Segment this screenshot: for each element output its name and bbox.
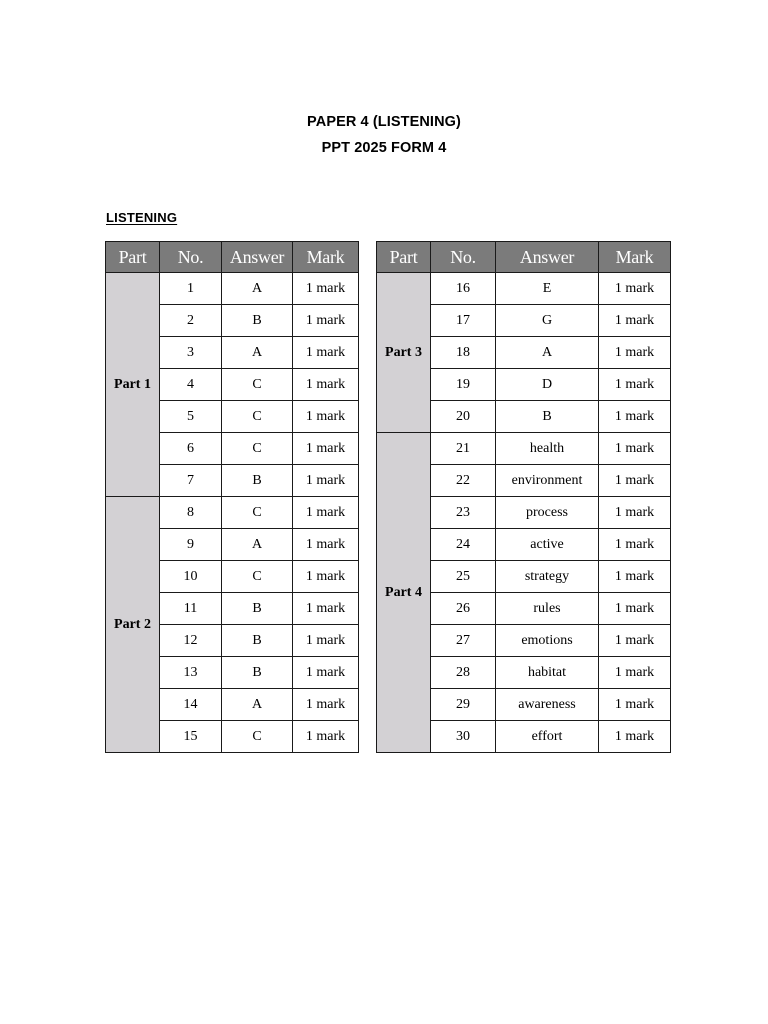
question-number: 18 [431, 337, 496, 369]
mark-cell: 1 mark [599, 337, 671, 369]
mark-cell: 1 mark [599, 593, 671, 625]
mark-cell: 1 mark [599, 305, 671, 337]
header-answer: Answer [222, 242, 293, 273]
document-subtitle: PPT 2025 FORM 4 [321, 140, 447, 156]
header-part: Part [377, 242, 431, 273]
question-number: 27 [431, 625, 496, 657]
answer-cell: B [222, 465, 293, 497]
question-number: 4 [160, 369, 222, 401]
mark-cell: 1 mark [599, 561, 671, 593]
mark-cell: 1 mark [293, 369, 359, 401]
table-row [377, 433, 671, 465]
table-header-row [106, 242, 359, 273]
answer-cell: D [496, 369, 599, 401]
question-number: 26 [431, 593, 496, 625]
answer-cell: rules [496, 593, 599, 625]
question-number: 6 [160, 433, 222, 465]
mark-cell: 1 mark [599, 689, 671, 721]
mark-cell: 1 mark [293, 401, 359, 433]
table-row [106, 497, 359, 529]
answer-cell: A [496, 337, 599, 369]
part-label-4: Part 4 [377, 433, 431, 753]
mark-cell: 1 mark [599, 433, 671, 465]
answer-cell: C [222, 433, 293, 465]
answer-cell: emotions [496, 625, 599, 657]
section-label: LISTENING [106, 210, 178, 225]
mark-cell: 1 mark [293, 657, 359, 689]
mark-cell: 1 mark [293, 593, 359, 625]
mark-cell: 1 mark [599, 369, 671, 401]
question-number: 7 [160, 465, 222, 497]
mark-cell: 1 mark [599, 497, 671, 529]
mark-cell: 1 mark [599, 721, 671, 753]
question-number: 20 [431, 401, 496, 433]
answer-cell: A [222, 273, 293, 305]
table-header-row [377, 242, 671, 273]
mark-cell: 1 mark [293, 305, 359, 337]
mark-cell: 1 mark [599, 625, 671, 657]
question-number: 10 [160, 561, 222, 593]
header-part: Part [106, 242, 160, 273]
question-number: 12 [160, 625, 222, 657]
question-number: 24 [431, 529, 496, 561]
mark-cell: 1 mark [293, 689, 359, 721]
question-number: 23 [431, 497, 496, 529]
answer-table-right [376, 241, 671, 753]
mark-cell: 1 mark [293, 497, 359, 529]
part-label-2: Part 2 [106, 497, 160, 753]
question-number: 3 [160, 337, 222, 369]
answer-cell: health [496, 433, 599, 465]
answer-cell: habitat [496, 657, 599, 689]
answer-cell: C [222, 561, 293, 593]
answer-table-left [105, 241, 359, 753]
question-number: 30 [431, 721, 496, 753]
mark-cell: 1 mark [293, 337, 359, 369]
mark-cell: 1 mark [599, 529, 671, 561]
answer-cell: C [222, 369, 293, 401]
question-number: 17 [431, 305, 496, 337]
answer-cell: C [222, 401, 293, 433]
answer-cell: active [496, 529, 599, 561]
question-number: 9 [160, 529, 222, 561]
answer-cell: A [222, 689, 293, 721]
question-number: 16 [431, 273, 496, 305]
question-number: 1 [160, 273, 222, 305]
header-no: No. [160, 242, 222, 273]
mark-cell: 1 mark [599, 401, 671, 433]
question-number: 22 [431, 465, 496, 497]
mark-cell: 1 mark [599, 657, 671, 689]
answer-cell: process [496, 497, 599, 529]
question-number: 25 [431, 561, 496, 593]
answer-cell: B [222, 657, 293, 689]
question-number: 15 [160, 721, 222, 753]
mark-cell: 1 mark [293, 465, 359, 497]
mark-cell: 1 mark [293, 625, 359, 657]
answer-cell: E [496, 273, 599, 305]
answer-cell: G [496, 305, 599, 337]
question-number: 19 [431, 369, 496, 401]
answer-cell: C [222, 721, 293, 753]
part-label-1: Part 1 [106, 273, 160, 497]
table-row [377, 273, 671, 305]
header-mark: Mark [293, 242, 359, 273]
answer-cell: B [222, 305, 293, 337]
table-row [106, 273, 359, 305]
question-number: 14 [160, 689, 222, 721]
answer-cell: B [222, 625, 293, 657]
mark-cell: 1 mark [293, 721, 359, 753]
header-answer: Answer [496, 242, 599, 273]
question-number: 8 [160, 497, 222, 529]
mark-cell: 1 mark [293, 433, 359, 465]
document-title: PAPER 4 (LISTENING) [307, 114, 461, 130]
answer-cell: B [222, 593, 293, 625]
mark-cell: 1 mark [293, 529, 359, 561]
answer-cell: C [222, 497, 293, 529]
header-no: No. [431, 242, 496, 273]
answer-cell: A [222, 529, 293, 561]
question-number: 28 [431, 657, 496, 689]
question-number: 13 [160, 657, 222, 689]
answer-cell: environment [496, 465, 599, 497]
mark-cell: 1 mark [599, 273, 671, 305]
question-number: 11 [160, 593, 222, 625]
header-mark: Mark [599, 242, 671, 273]
answer-cell: effort [496, 721, 599, 753]
answer-cell: awareness [496, 689, 599, 721]
question-number: 2 [160, 305, 222, 337]
answer-cell: strategy [496, 561, 599, 593]
mark-cell: 1 mark [293, 273, 359, 305]
mark-cell: 1 mark [599, 465, 671, 497]
answer-cell: A [222, 337, 293, 369]
question-number: 21 [431, 433, 496, 465]
question-number: 5 [160, 401, 222, 433]
mark-cell: 1 mark [293, 561, 359, 593]
answer-cell: B [496, 401, 599, 433]
question-number: 29 [431, 689, 496, 721]
part-label-3: Part 3 [377, 273, 431, 433]
